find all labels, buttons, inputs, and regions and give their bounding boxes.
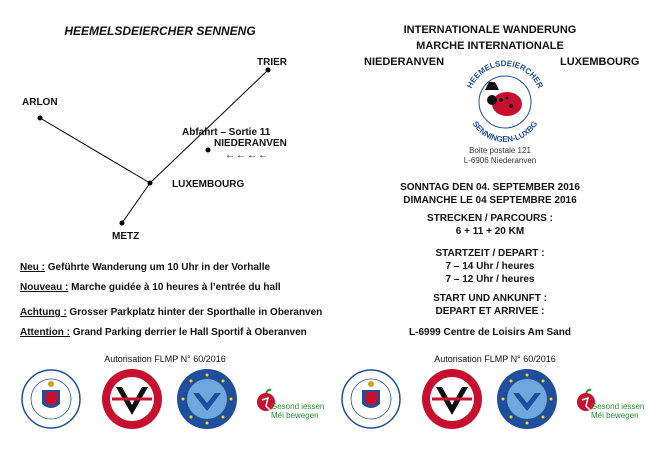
right-niederanven: NIEDERANVEN xyxy=(364,56,445,68)
gesond-line2: Méi bewegen xyxy=(271,411,319,420)
attention-line xyxy=(20,327,307,338)
ivv-red-logo xyxy=(100,367,164,431)
left-autorisation: Autorisation FLMP N° 60/2016 xyxy=(104,354,226,364)
map-label-metz: METZ xyxy=(112,231,140,242)
strecken-label: STRECKEN / PARCOURS : xyxy=(427,213,553,224)
date-de: SONNTAG DEN 04. SEPTEMBER 2016 xyxy=(400,182,580,193)
gesond-logo-left xyxy=(255,388,325,434)
gesond-line1: Gesond iessen xyxy=(271,402,325,411)
map-label-niederanven: NIEDERANVEN xyxy=(214,138,287,149)
attention-text: Grand Parking derrier le Hall Sportif à Oberanven xyxy=(70,327,307,338)
gesond-text-right xyxy=(591,402,644,420)
gesond-line2-right: Méi bewegen xyxy=(591,411,639,420)
heemelsdeiercher-logo xyxy=(455,54,555,144)
neu-label: Neu : xyxy=(20,262,45,273)
startzeit-label: STARTZEIT / DEPART : xyxy=(435,248,545,259)
map-label-luxembourg: LUXEMBOURG xyxy=(172,179,245,190)
location: L-6999 Centre de Loisirs Am Sand xyxy=(409,327,571,338)
achtung-label: Achtung : xyxy=(20,307,67,318)
attention-label: Attention : xyxy=(20,327,70,338)
achtung-line xyxy=(20,307,322,318)
europe-blue-logo xyxy=(175,367,239,431)
startzeit-2: 7 – 12 Uhr / heures xyxy=(445,274,535,285)
nouveau-line xyxy=(20,282,281,293)
map-label-trier: TRIER xyxy=(257,57,287,68)
title-line1: INTERNATIONALE WANDERUNG xyxy=(403,24,577,36)
nouveau-text: Marche guidée à 10 heures à l’entrée du hall xyxy=(68,282,281,293)
date-fr: DIMANCHE LE 04 SEPTEMBRE 2016 xyxy=(403,195,577,206)
map-arrows: ←←←← xyxy=(225,150,269,161)
right-luxembourg: LUXEMBOURG xyxy=(560,56,640,68)
achtung-text: Grosser Parkplatz hinter der Sporthalle in Oberanven xyxy=(66,307,323,318)
boite-postale: Boite postale 121 xyxy=(469,146,531,155)
logo-bottom-text: SENNINGEN-LUXBG xyxy=(470,119,540,144)
ivv-red-logo-right xyxy=(420,367,484,431)
right-autorisation: Autorisation FLMP N° 60/2016 xyxy=(434,354,556,364)
nouveau-label: Nouveau : xyxy=(20,282,69,293)
startzeit-1: 7 – 14 Uhr / heures xyxy=(445,261,535,272)
title-line2: MARCHE INTERNATIONALE xyxy=(416,40,564,52)
gesond-text-left xyxy=(271,402,324,420)
gesond-logo-right xyxy=(575,388,645,434)
depart-label: DEPART ET ARRIVEE : xyxy=(435,306,545,317)
map-label-arlon: ARLON xyxy=(22,97,58,108)
neu-line xyxy=(20,262,270,273)
gesond-line1-right: Gesond iessen xyxy=(591,402,645,411)
logo-top-text: HEEMELSDEIERCHER xyxy=(465,58,545,90)
start-label: START UND ANKUNFT : xyxy=(433,293,547,304)
flmp-seal-logo xyxy=(20,368,82,430)
neu-text: Geführte Wanderung um 10 Uhr in der Vorhalle xyxy=(45,262,271,273)
europe-blue-logo-right xyxy=(495,367,559,431)
flmp-seal-logo-right xyxy=(340,368,402,430)
map-label-exit: Abfahrt – Sortie 11 xyxy=(182,127,271,138)
route-map xyxy=(0,0,330,240)
distance-km: 6 + 11 + 20 KM xyxy=(455,226,525,237)
postal-address: L-6906 Niederanven xyxy=(463,156,537,165)
left-title: HEEMELSDEIERCHER SENNENG xyxy=(64,24,256,38)
